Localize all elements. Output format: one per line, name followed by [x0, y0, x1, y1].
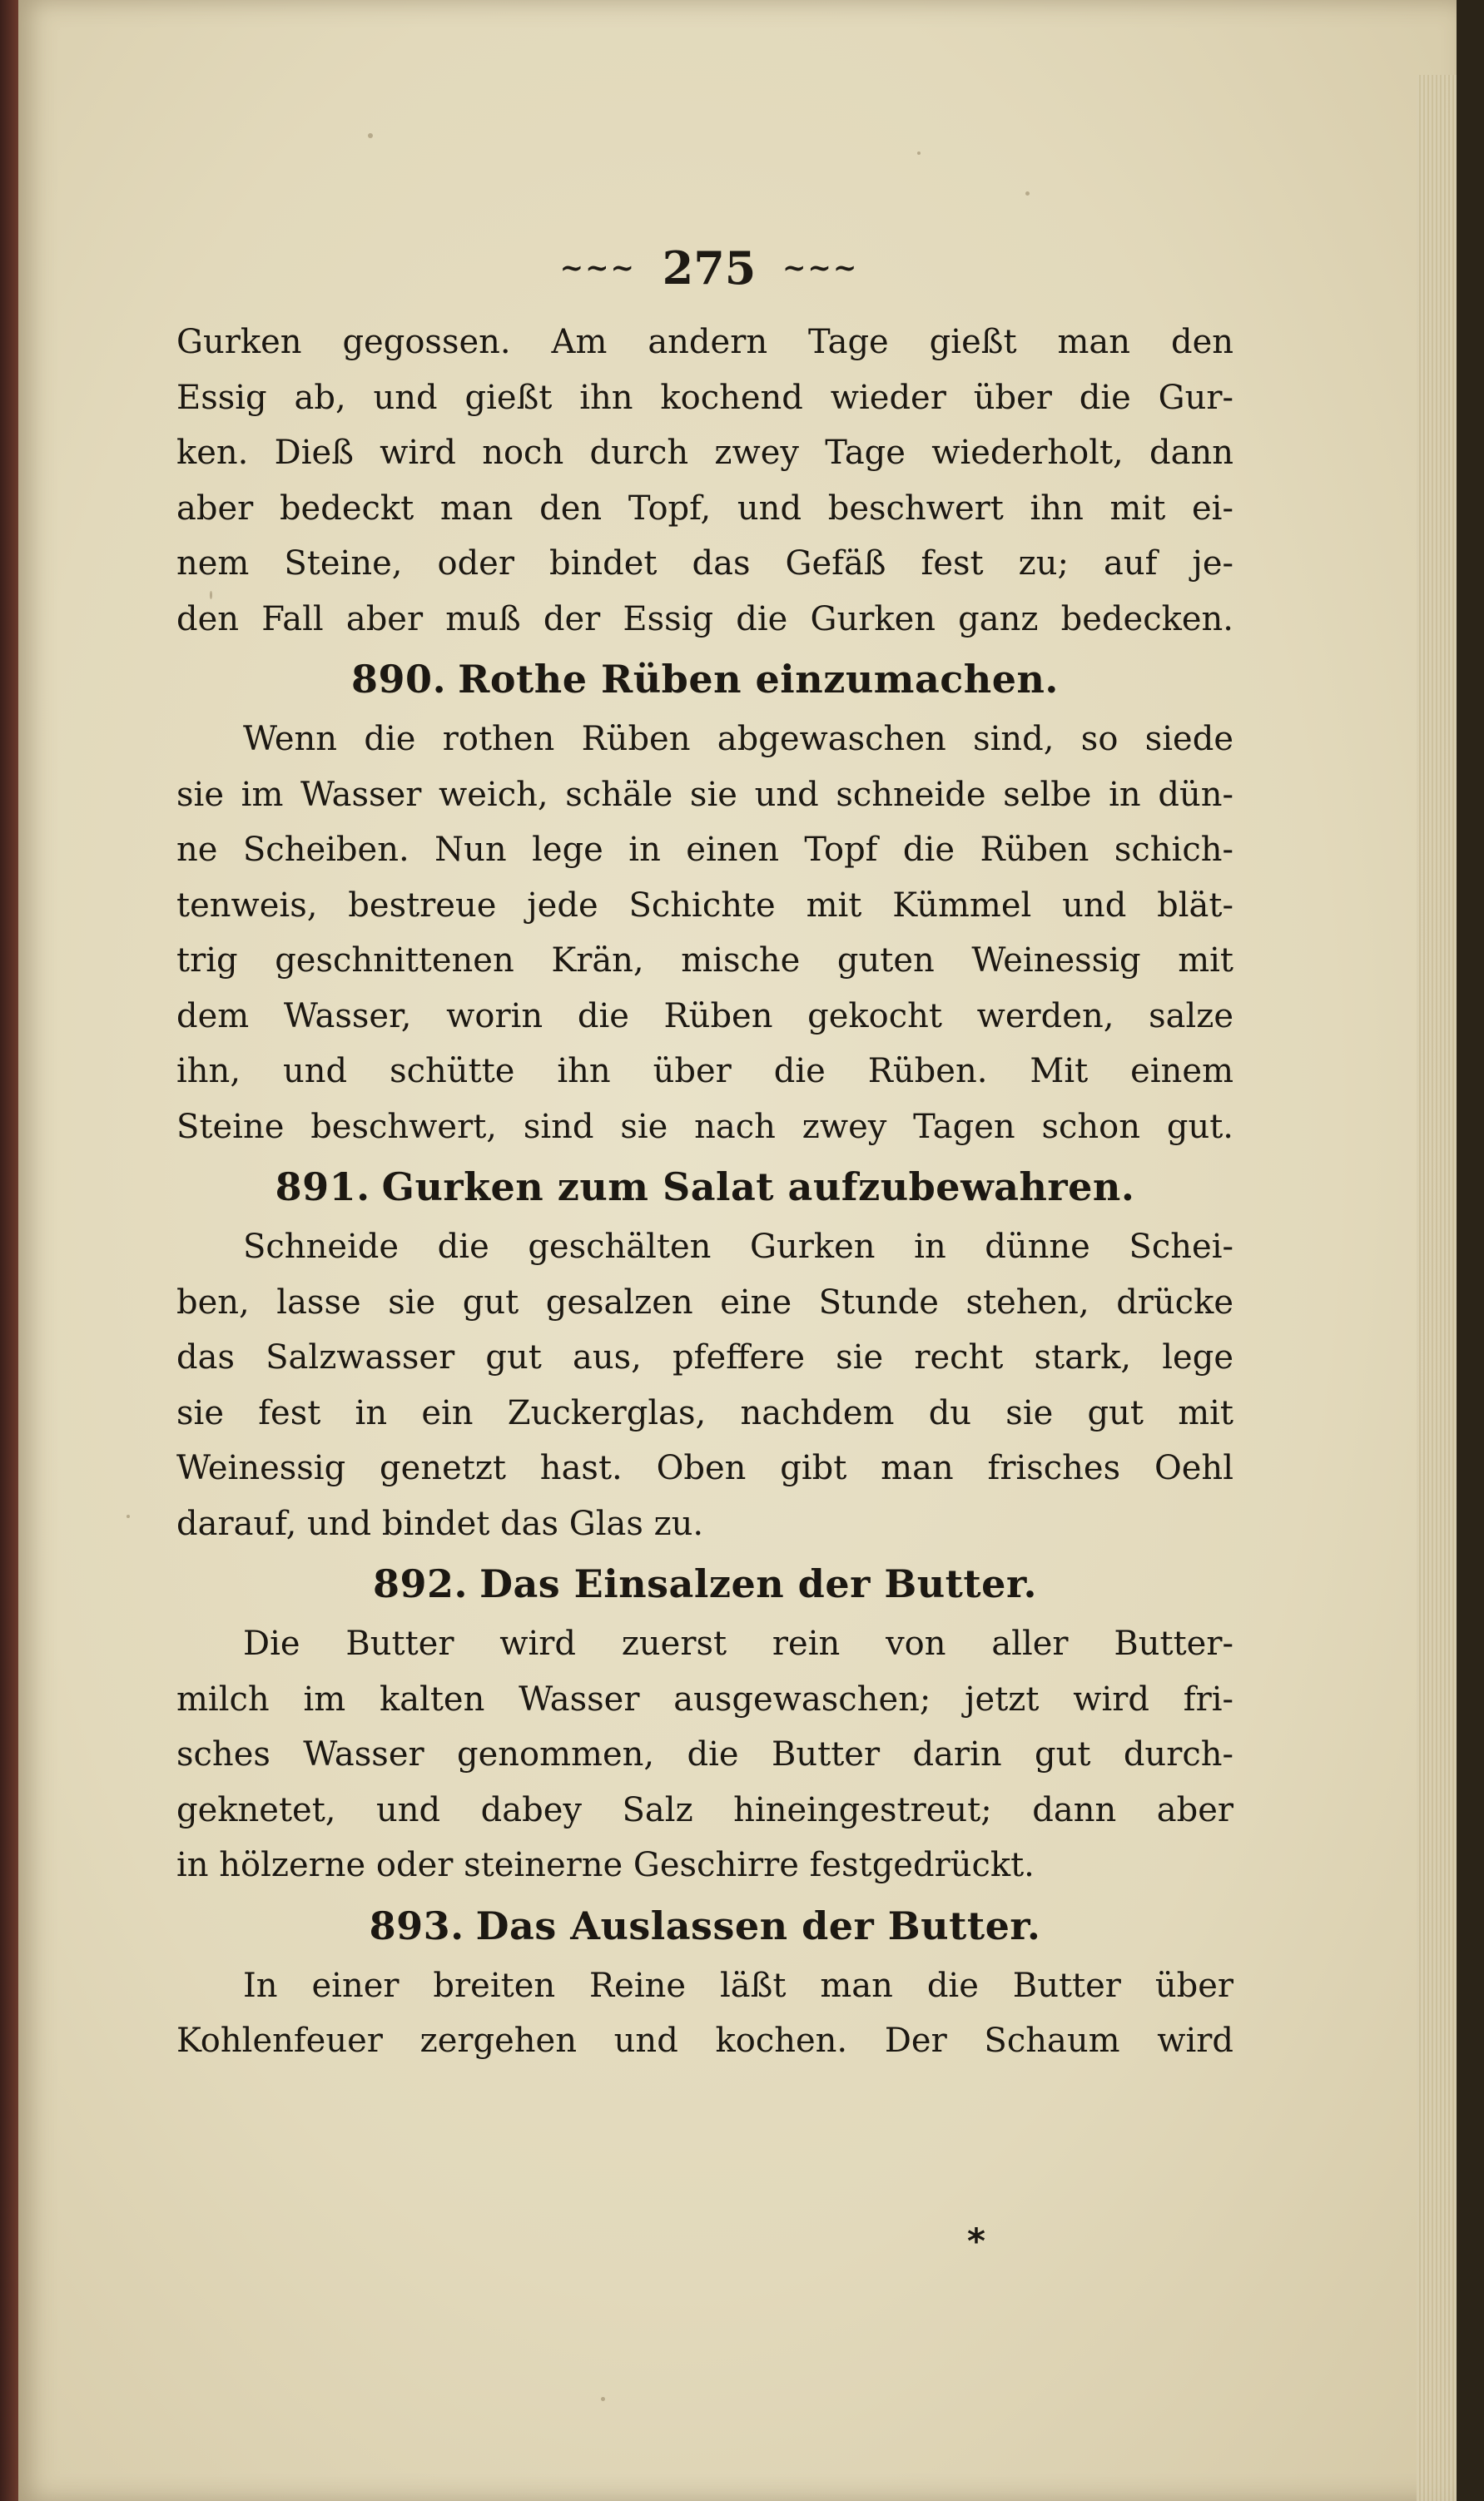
text-line: den Fall aber muß der Essig die Gurken ganz bedecken.	[176, 599, 1233, 638]
recipe-heading	[176, 647, 1233, 712]
recipe-number: 891.	[275, 1164, 370, 1209]
text-line: ben, lasse sie gut gesalzen eine Stunde stehen, drücke	[176, 1283, 1233, 1322]
text-line: darauf, und bindet das Glas zu.	[176, 1504, 704, 1543]
recipe-number: 892.	[373, 1561, 469, 1606]
recipe-number: 890.	[351, 657, 447, 702]
text-line: sie im Wasser weich, schäle sie und schneide selbe in dün-	[176, 775, 1233, 814]
text-line: nem Steine, oder bindet das Gefäß fest zu; auf je-	[176, 544, 1233, 583]
text-line: Die Butter wird zuerst rein von aller Butter-	[243, 1625, 1233, 1663]
text-line: sie fest in ein Zuckerglas, nachdem du sie gut mit	[176, 1393, 1233, 1432]
text-line: ken. Dieß wird noch durch zwey Tage wiederholt, dann	[176, 434, 1233, 472]
recipe-heading	[176, 1154, 1233, 1219]
page-number: 275	[662, 241, 757, 295]
book-page	[18, 0, 1457, 2501]
text-line: Kohlenfeuer zergehen und kochen. Der Schaum wird	[176, 2022, 1233, 2060]
text-line: Schneide die geschälten Gurken in dünne Schei-	[243, 1228, 1233, 1266]
text-line: tenweis, bestreue jede Schichte mit Kümmel und blät-	[176, 886, 1233, 925]
text-line: das Salzwasser gut aus, pfeffere sie recht stark, lege	[176, 1338, 1233, 1377]
text-line: aber bedeckt man den Topf, und beschwert ihn mit ei-	[176, 489, 1233, 528]
text-line: Steine beschwert, sind sie nach zwey Tagen schon gut.	[176, 1107, 1233, 1146]
page-edge	[1417, 75, 1457, 2501]
recipe-heading	[176, 1551, 1233, 1616]
text-line: sches Wasser genommen, die Butter darin gut durch-	[176, 1735, 1233, 1774]
text-line: in hölzerne oder steinerne Geschirre festgedrückt.	[176, 1846, 1035, 1884]
text-line: In einer breiten Reine läßt man die Butter über	[243, 1966, 1233, 2005]
text-line: geknetet, und dabey Salz hineingestreut; dann aber	[176, 1790, 1233, 1829]
text-line: Weinessig genetzt hast. Oben gibt man frisches Oehl	[176, 1449, 1233, 1487]
page-header	[18, 241, 1400, 295]
text-line: dem Wasser, worin die Rüben gekocht werden, salze	[176, 996, 1233, 1035]
book-binding	[0, 0, 18, 2501]
text-line: Gurken gegossen. Am andern Tage gießt man den	[176, 323, 1233, 361]
recipe-title: Rothe Rüben einzumachen.	[458, 657, 1059, 702]
recipe-title: Gurken zum Salat aufzubewahren.	[381, 1164, 1135, 1209]
text-line: Essig ab, und gießt ihn kochend wieder über die Gur-	[176, 378, 1233, 417]
text-line: milch im kalten Wasser ausgewaschen; jetzt wird fri-	[176, 1680, 1233, 1719]
text-line: ihn, und schütte ihn über die Rüben. Mit einem	[176, 1052, 1233, 1090]
header-dash-right: ~~~	[782, 251, 859, 285]
text-line: trig geschnittenen Krän, mische guten Weinessig mit	[176, 941, 1233, 980]
recipe-number: 893.	[369, 1903, 464, 1948]
signature-mark: *	[967, 2221, 985, 2261]
text-line: Wenn die rothen Rüben abgewaschen sind, so siede	[243, 720, 1233, 758]
header-dash-left: ~~~	[559, 251, 637, 285]
recipe-heading	[176, 1893, 1233, 1958]
recipe-title: Das Auslassen der Butter.	[475, 1903, 1041, 1948]
recipe-title: Das Einsalzen der Butter.	[479, 1561, 1037, 1606]
page-body	[176, 315, 1233, 2069]
text-line: ne Scheiben. Nun lege in einen Topf die Rüben schich-	[176, 831, 1233, 869]
